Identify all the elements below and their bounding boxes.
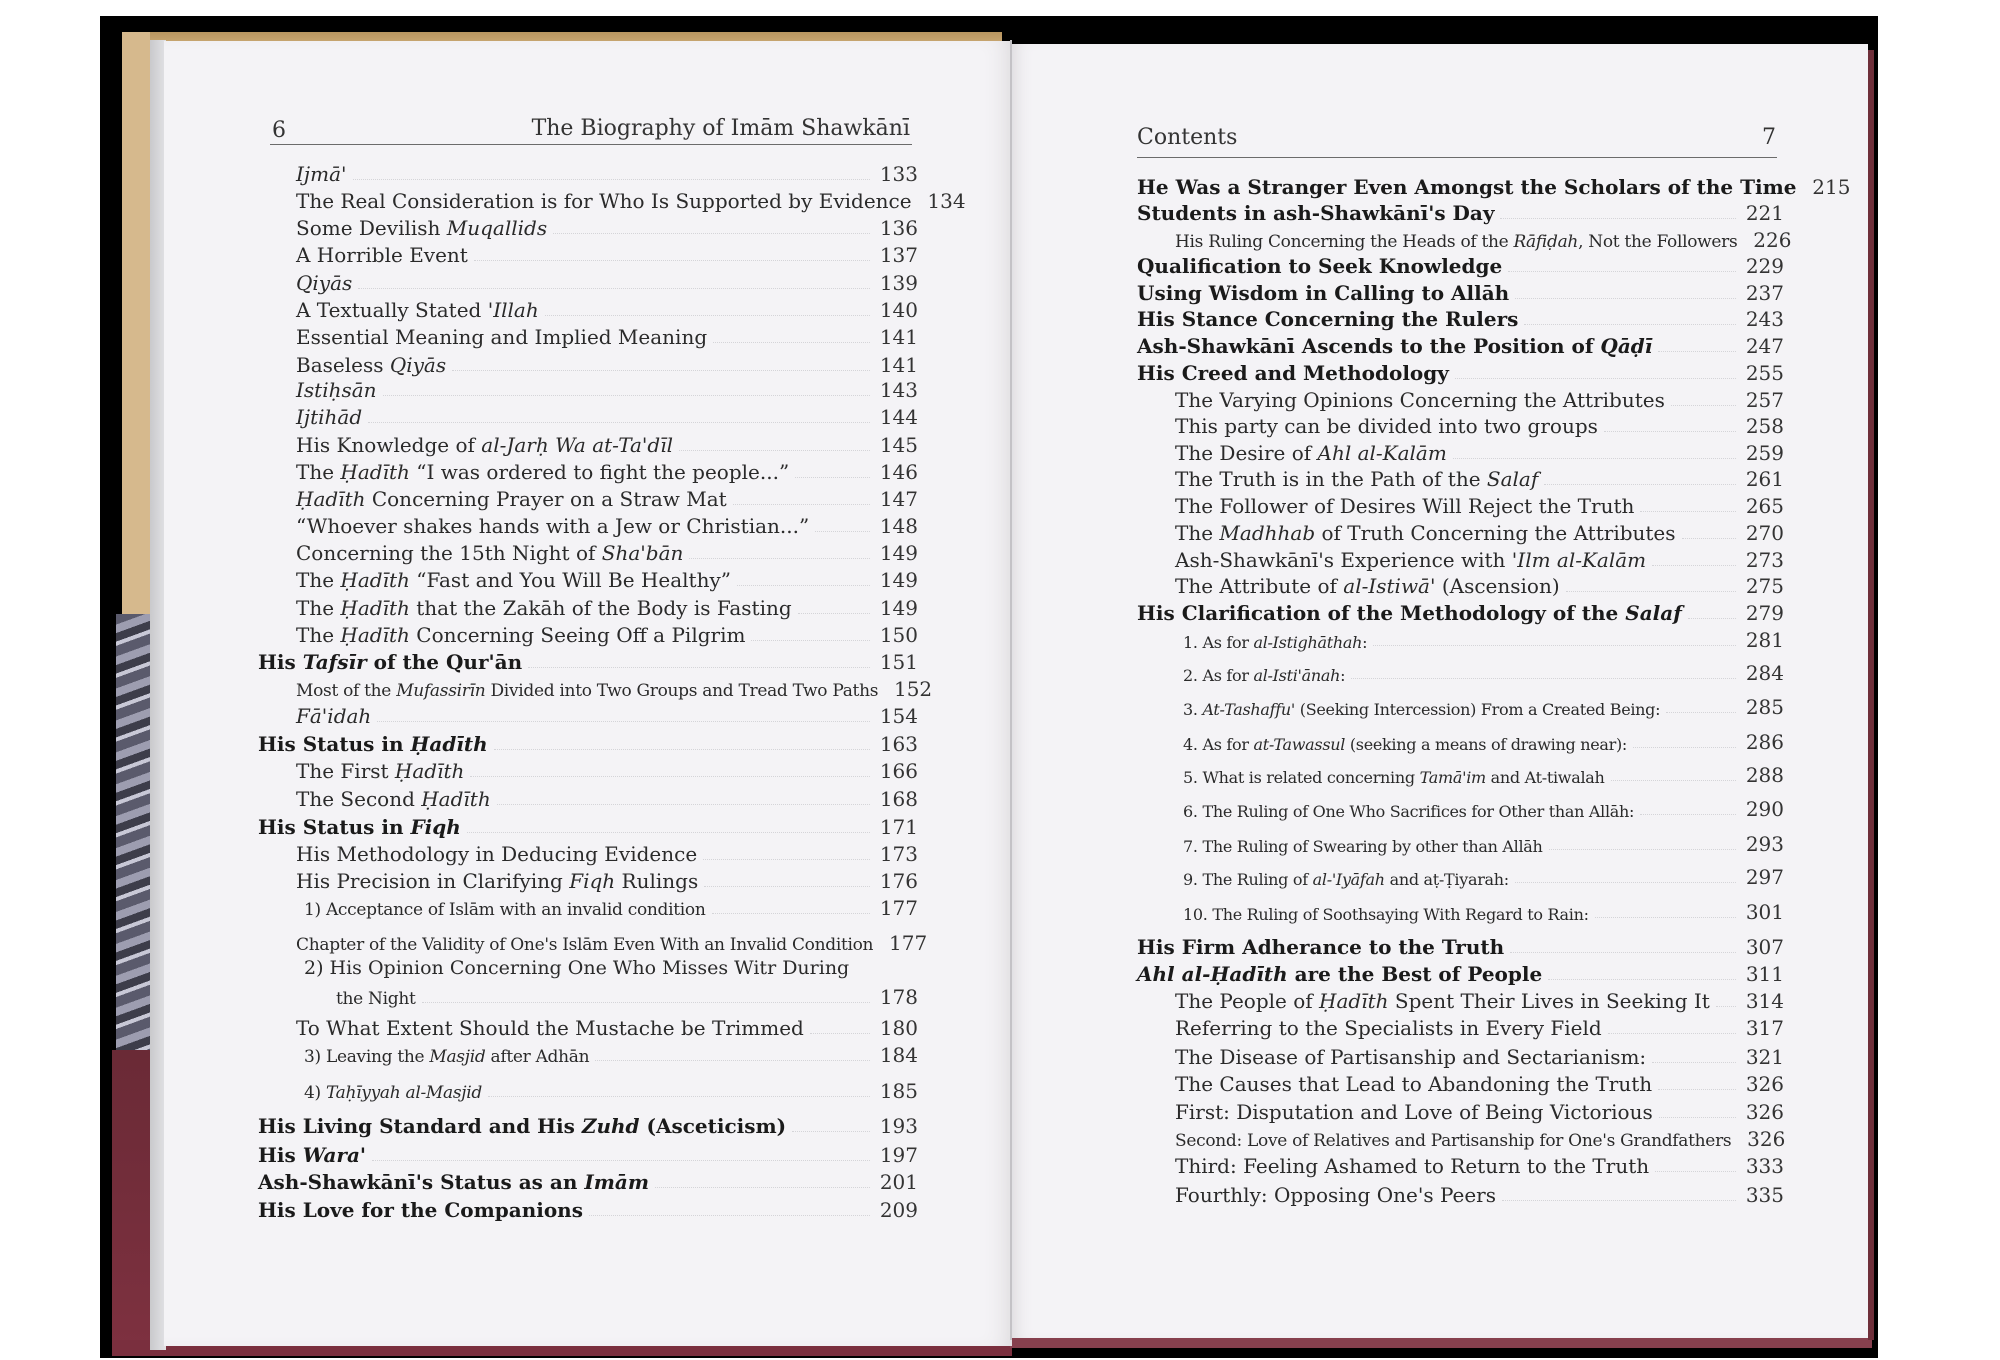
toc-page-number: 133: [879, 162, 918, 186]
dot-leader: [712, 913, 870, 914]
toc-entry: [1137, 960, 1784, 986]
dot-leader: [792, 1131, 870, 1132]
toc-entry: [296, 702, 918, 728]
toc-entry-title: His Status in Ḥadīth: [258, 732, 488, 756]
toc-entry-title: Ḥadīth Concerning Prayer on a Straw Mat: [296, 487, 727, 511]
dot-leader: [467, 832, 870, 833]
toc-entry-title: A Textually Stated 'Illah: [296, 298, 539, 322]
toc-entry-title: First: Disputation and Love of Being Victorious: [1175, 1100, 1653, 1124]
dot-leader: [751, 640, 870, 641]
toc-page-number: 270: [1745, 521, 1784, 545]
toc-page-number: 178: [879, 985, 918, 1009]
dot-leader: [545, 315, 870, 316]
toc-page-number: 152: [893, 677, 933, 701]
dot-leader: [488, 1096, 870, 1097]
toc-entry-title: 2. As for al-Isti'ānah:: [1183, 666, 1346, 685]
toc-entry-title: His Tafsīr of the Qur'ān: [258, 650, 523, 674]
toc-page-number: 314: [1745, 989, 1784, 1013]
toc-page-number: 215: [1812, 175, 1851, 199]
toc-entry-title: The First Ḥadīth: [296, 759, 465, 783]
toc-page-number: 136: [879, 216, 918, 240]
dot-leader: [1373, 645, 1736, 646]
dot-leader: [1515, 882, 1736, 883]
toc-entry: [1183, 761, 1784, 787]
dot-leader: [452, 370, 870, 371]
toc-entry-title: The Follower of Desires Will Reject the Truth: [1175, 494, 1635, 518]
toc-entry-title: His Living Standard and His Zuhd (Asceticism): [258, 1114, 787, 1138]
toc-entry-title: Ahl al-Ḥadīth are the Best of People: [1137, 962, 1543, 986]
toc-entry-title: To What Extent Should the Mustache be Trimmed: [296, 1016, 804, 1040]
toc-page-number: 177: [879, 896, 918, 920]
toc-entry: [1183, 830, 1784, 856]
toc-entry-title: His Firm Adherance to the Truth: [1137, 935, 1505, 959]
dot-leader: [1659, 1117, 1736, 1118]
toc-entry-title: His Love for the Companions: [258, 1198, 583, 1222]
dot-leader: [733, 504, 870, 505]
toc-page-number: 237: [1745, 281, 1784, 305]
toc-page-number: 284: [1745, 661, 1784, 685]
toc-entry-title: “Whoever shakes hands with a Jew or Christian...”: [296, 514, 810, 538]
toc-page-number: 243: [1745, 307, 1784, 331]
toc-entry-title: He Was a Stranger Even Amongst the Scholars of the Time: [1137, 175, 1797, 199]
dot-leader: [655, 1187, 870, 1188]
dot-leader: [1515, 298, 1736, 299]
toc-entry-title: His Methodology in Deducing Evidence: [296, 842, 698, 866]
toc-page-number: 335: [1745, 1183, 1784, 1207]
dot-leader: [383, 395, 870, 396]
right-running-title: Contents: [1137, 125, 1238, 150]
dot-leader: [1655, 1171, 1736, 1172]
toc-entry: [1175, 1014, 1784, 1040]
toc-page-number: 281: [1745, 628, 1784, 652]
dot-leader: [358, 288, 870, 289]
toc-entry-title: The People of Ḥadīth Spent Their Lives in Seeking It: [1175, 989, 1710, 1013]
toc-entry-title: His Wara': [258, 1143, 367, 1167]
toc-entry: [1175, 1152, 1784, 1178]
toc-entry: [1175, 492, 1784, 518]
dot-leader: [1666, 712, 1736, 713]
toc-entry: [258, 730, 918, 756]
right-header-rule: [1137, 157, 1777, 158]
toc-entry-title: His Clarification of the Methodology of the Salaf: [1137, 601, 1682, 625]
dot-leader: [704, 886, 870, 887]
dot-leader: [494, 749, 870, 750]
toc-entry-title: Concerning the 15th Night of Sha'bān: [296, 541, 684, 565]
dot-leader: [703, 859, 870, 860]
toc-entry-title: The Ḥadīth that the Zakāh of the Body is Fasting: [296, 596, 792, 620]
toc-entry-title: 1. As for al-Istighāthah:: [1183, 633, 1368, 652]
toc-page-number: 144: [879, 405, 918, 429]
book-cover-photo-strip: [116, 614, 150, 1054]
toc-entry-title: The Second Ḥadīth: [296, 787, 491, 811]
toc-page-number: 168: [879, 787, 918, 811]
toc-page-number: 288: [1745, 763, 1784, 787]
toc-entry: [258, 648, 918, 674]
toc-page-number: 176: [879, 869, 918, 893]
toc-entry-title: His Status in Fiqh: [258, 815, 461, 839]
toc-entry-title: the Night: [336, 989, 416, 1009]
toc-entry: [296, 296, 918, 322]
toc-entry-title: The Varying Opinions Concerning the Attributes: [1175, 388, 1665, 412]
toc-entry: [296, 187, 966, 213]
toc-entry-title: The Truth is in the Path of the Salaf: [1175, 467, 1539, 491]
dot-leader: [1652, 565, 1736, 566]
toc-entry: [1183, 693, 1784, 719]
toc-entry-title: Fā'idah: [296, 704, 372, 728]
toc-page-number: 141: [879, 325, 918, 349]
toc-entry: [296, 1014, 918, 1040]
toc-entry-title: Second: Love of Relatives and Partisanship for One's Grandfathers: [1175, 1131, 1732, 1151]
toc-page-number: 180: [879, 1016, 918, 1040]
toc-page-number: 259: [1745, 441, 1784, 465]
toc-page-number: 209: [879, 1198, 918, 1222]
dot-leader: [1524, 324, 1736, 325]
toc-page-number: 307: [1745, 935, 1784, 959]
toc-page-number: 146: [879, 460, 918, 484]
toc-entry-title: 6. The Ruling of One Who Sacrifices for Other than Allāh:: [1183, 802, 1635, 821]
dot-leader: [528, 667, 870, 668]
toc-page-number: 301: [1745, 900, 1784, 924]
toc-page-number: 229: [1745, 254, 1784, 278]
toc-entry-title: His Stance Concerning the Rulers: [1137, 307, 1519, 331]
toc-entry: [296, 458, 918, 484]
dot-leader: [1608, 1033, 1736, 1034]
toc-entry: [258, 1196, 918, 1222]
dot-leader: [1658, 1089, 1736, 1090]
toc-page-number: 290: [1745, 797, 1784, 821]
toc-entry-title: This party can be divided into two groups: [1175, 414, 1598, 438]
toc-entry: [296, 351, 918, 377]
toc-entry: [296, 539, 918, 565]
toc-entry: [296, 323, 918, 349]
dot-leader: [1455, 378, 1736, 379]
toc-entry-title: Ash-Shawkānī's Experience with 'Ilm al-Kalām: [1175, 548, 1647, 572]
toc-entry: [296, 566, 918, 592]
toc-entry: [296, 621, 918, 647]
toc-entry: [1175, 572, 1784, 598]
toc-page-number: 177: [889, 931, 928, 955]
toc-page-number: 166: [879, 759, 918, 783]
toc-page-number: 317: [1745, 1016, 1784, 1040]
dot-leader: [689, 558, 870, 559]
toc-entry: [258, 1112, 918, 1138]
toc-page-number: 140: [879, 298, 918, 322]
toc-page-number: 184: [879, 1043, 918, 1067]
right-page-number: 7: [1762, 125, 1776, 150]
dot-leader: [377, 721, 870, 722]
toc-entry-title: Students in ash-Shawkānī's Day: [1137, 201, 1495, 225]
toc-page-number: 255: [1745, 361, 1784, 385]
toc-entry: [296, 160, 918, 186]
left-page-number: 6: [272, 118, 286, 143]
dot-leader: [1502, 1200, 1736, 1201]
toc-entry-title: The Ḥadīth “Fast and You Will Be Healthy”: [296, 568, 731, 592]
toc-entry: [1175, 1125, 1784, 1151]
dot-leader: [553, 233, 870, 234]
toc-page-number: 185: [879, 1079, 918, 1103]
toc-entry: [1137, 332, 1784, 358]
toc-entry: [1137, 359, 1784, 385]
toc-entry: [304, 1041, 918, 1067]
toc-entry: [1175, 519, 1784, 545]
toc-entry-title: The Desire of Ahl al-Kalām: [1175, 441, 1447, 465]
toc-entry: [296, 512, 918, 538]
toc-entry-title: His Knowledge of al-Jarḥ Wa at-Ta'dīl: [296, 433, 674, 457]
dot-leader: [470, 776, 870, 777]
left-header-rule: [270, 144, 912, 145]
toc-entry-title: Qualification to Seek Knowledge: [1137, 254, 1503, 278]
toc-entry-title: His Ruling Concerning the Heads of the Rāfiḍah, Not the Followers: [1175, 232, 1738, 252]
toc-entry-title: Most of the Mufassirīn Divided into Two Groups and Tread Two Paths: [296, 681, 879, 701]
toc-entry-title: The Real Consideration is for Who Is Supported by Evidence: [296, 189, 912, 213]
dot-leader: [497, 804, 870, 805]
toc-page-number: 273: [1745, 548, 1784, 572]
dot-leader: [1500, 218, 1736, 219]
toc-entry-title: The Madhhab of Truth Concerning the Attributes: [1175, 521, 1676, 545]
dot-leader: [679, 450, 870, 451]
toc-entry-title: Qiyās: [296, 271, 353, 295]
toc-page-number: 285: [1745, 695, 1784, 719]
toc-entry: [1137, 199, 1784, 225]
toc-page-number: 150: [879, 623, 918, 647]
toc-page-number: 326: [1745, 1072, 1784, 1096]
toc-entry: [296, 594, 918, 620]
toc-entry: [1175, 386, 1784, 412]
toc-page-number: 275: [1745, 574, 1784, 598]
toc-page-number: 257: [1745, 388, 1784, 412]
toc-entry-title: The Causes that Lead to Abandoning the Truth: [1175, 1072, 1653, 1096]
toc-entry-title: Ash-Shawkānī's Status as an Imām: [258, 1170, 650, 1194]
toc-page-number: 261: [1745, 467, 1784, 491]
toc-page-number: 326: [1745, 1100, 1784, 1124]
toc-entry: [1175, 1070, 1784, 1096]
toc-page-number: 154: [879, 704, 918, 728]
toc-entry: [1137, 933, 1784, 959]
toc-entry: [296, 757, 918, 783]
toc-entry-title: His Precision in Clarifying Fiqh Rulings: [296, 869, 699, 893]
toc-entry: [1137, 252, 1784, 278]
toc-entry: [1175, 439, 1784, 465]
toc-entry-title: Ijtihād: [296, 405, 363, 429]
toc-entry-title: Istiḥsān: [296, 378, 377, 402]
dot-leader: [1671, 405, 1736, 406]
dot-leader: [810, 1033, 870, 1034]
toc-entry-title: 3. At-Tashaffu' (Seeking Intercession) From a Created Being:: [1183, 700, 1661, 719]
dot-leader: [1453, 458, 1736, 459]
dot-leader: [1652, 1062, 1736, 1063]
dot-leader: [1688, 618, 1736, 619]
toc-page-number: 279: [1745, 601, 1784, 625]
dot-leader: [798, 613, 870, 614]
toc-entry-title: 9. The Ruling of al-'Iyāfah and aṭ-Ṭiyarah:: [1183, 870, 1509, 889]
toc-entry-title: 3) Leaving the Masjid after Adhān: [304, 1047, 590, 1067]
toc-entry: [296, 840, 918, 866]
toc-page-number: 201: [879, 1170, 918, 1194]
toc-page-number: 173: [879, 842, 918, 866]
toc-entry: [296, 403, 918, 429]
dot-leader: [1548, 979, 1736, 980]
toc-entry-title: Essential Meaning and Implied Meaning: [296, 325, 708, 349]
toc-page-number: 321: [1745, 1045, 1784, 1069]
toc-page-number: 297: [1745, 865, 1784, 889]
toc-entry: [1175, 1181, 1784, 1207]
dot-leader: [1682, 538, 1736, 539]
dot-leader: [372, 1160, 870, 1161]
toc-page-number: 163: [879, 732, 918, 756]
toc-entry-title: Ijmā': [296, 162, 347, 186]
toc-entry: [1137, 173, 1851, 199]
toc-page-number: 326: [1747, 1127, 1786, 1151]
toc-entry: [1183, 898, 1784, 924]
toc-page-number: 171: [879, 815, 918, 839]
toc-page-number: 258: [1745, 414, 1784, 438]
dot-leader: [1611, 780, 1736, 781]
dot-leader: [474, 260, 870, 261]
toc-entry-title: Using Wisdom in Calling to Allāh: [1137, 281, 1510, 305]
toc-page-number: 139: [879, 271, 918, 295]
toc-page-number: 149: [879, 541, 918, 565]
dot-leader: [353, 179, 871, 180]
toc-page-number: 134: [927, 189, 966, 213]
toc-entry-title: The Attribute of al-Istiwā' (Ascension): [1175, 574, 1560, 598]
toc-entry: [296, 485, 918, 511]
toc-entry: [1137, 279, 1784, 305]
toc-entry: [1175, 412, 1784, 438]
toc-entry-title: The Disease of Partisanship and Sectarianism:: [1175, 1045, 1647, 1069]
toc-entry-title: 4. As for at-Tawassul (seeking a means of drawing near):: [1183, 735, 1628, 754]
toc-entry: [1175, 1043, 1784, 1069]
dot-leader: [1549, 849, 1736, 850]
dot-leader: [795, 477, 870, 478]
toc-entry: [1175, 546, 1784, 572]
toc-entry: [304, 1077, 918, 1103]
dot-leader: [1566, 591, 1736, 592]
dot-leader: [737, 585, 870, 586]
book-cover-bottom-right: [1010, 1338, 1872, 1348]
toc-entry: [296, 785, 918, 811]
toc-page-number: 193: [879, 1114, 918, 1138]
toc-entry-title: Some Devilish Muqallids: [296, 216, 548, 240]
toc-entry-title: Ash-Shawkānī Ascends to the Position of Qāḍī: [1137, 334, 1653, 358]
book-gutter: [1010, 40, 1012, 1340]
toc-entry-title: 4) Taḥīyyah al-Masjid: [304, 1083, 482, 1103]
toc-entry-title: Fourthly: Opposing One's Peers: [1175, 1183, 1497, 1207]
toc-entry-title: 7. The Ruling of Swearing by other than Allāh: [1183, 837, 1543, 856]
toc-page-number: 265: [1745, 494, 1784, 518]
book-cover-right-edge: [1868, 50, 1874, 1340]
toc-entry-title: Baseless Qiyās: [296, 353, 447, 377]
toc-page-number: 247: [1745, 334, 1784, 358]
dot-leader: [368, 422, 870, 423]
toc-page-number: 147: [879, 487, 918, 511]
toc-page-number: 137: [879, 243, 918, 267]
toc-entry-title: The Ḥadīth Concerning Seeing Off a Pilgrim: [296, 623, 746, 647]
toc-entry: [1183, 626, 1784, 652]
toc-page-number: 286: [1745, 730, 1784, 754]
toc-entry: [296, 675, 933, 701]
toc-page-number: 293: [1745, 832, 1784, 856]
toc-entry: [1175, 1098, 1784, 1124]
book-cover-red-edge: [112, 1050, 152, 1355]
book-cover-left-edge: [122, 32, 150, 622]
dot-leader: [1633, 747, 1736, 748]
toc-page-number: 311: [1745, 962, 1784, 986]
dot-leader: [1508, 271, 1736, 272]
toc-entry-title: The Ḥadīth “I was ordered to fight the people...”: [296, 460, 790, 484]
dot-leader: [1604, 431, 1736, 432]
toc-page-number: 333: [1745, 1154, 1784, 1178]
toc-entry-title: Third: Feeling Ashamed to Return to the Truth: [1175, 1154, 1650, 1178]
dot-leader: [1351, 678, 1736, 679]
toc-entry: [1175, 987, 1784, 1013]
toc-entry: [296, 929, 928, 955]
dot-leader: [422, 1002, 870, 1003]
toc-entry: [296, 376, 918, 402]
toc-entry: [258, 813, 918, 839]
dot-leader: [1544, 484, 1736, 485]
toc-entry: [1183, 659, 1784, 685]
toc-entry: [296, 269, 918, 295]
toc-entry: [1137, 305, 1784, 331]
toc-page-number: 226: [1753, 228, 1792, 252]
toc-entry-title: 5. What is related concerning Tamā'im and At-tiwalah: [1183, 768, 1605, 787]
dot-leader: [1510, 952, 1736, 953]
toc-page-number: 145: [879, 433, 918, 457]
toc-entry: [1175, 465, 1784, 491]
toc-entry: [1175, 226, 1792, 252]
toc-entry-title: Chapter of the Validity of One's Islām Even With an Invalid Condition: [296, 935, 874, 955]
toc-entry: [296, 431, 918, 457]
dot-leader: [713, 342, 870, 343]
toc-entry-title: His Creed and Methodology: [1137, 361, 1449, 385]
toc-entry-title: 10. The Ruling of Soothsaying With Regard to Rain:: [1183, 905, 1589, 924]
dot-leader: [1716, 1006, 1736, 1007]
dot-leader: [1640, 511, 1736, 512]
toc-entry-title: 1) Acceptance of Islām with an invalid condition: [304, 900, 706, 920]
toc-entry: [296, 867, 918, 893]
toc-entry: [258, 1168, 918, 1194]
toc-entry: [304, 894, 918, 920]
toc-page-number: 149: [879, 568, 918, 592]
toc-entry: [296, 214, 918, 240]
toc-page-number: 149: [879, 596, 918, 620]
toc-entry-title: A Horrible Event: [296, 243, 468, 267]
dot-leader: [595, 1060, 870, 1061]
toc-page-number: 148: [879, 514, 918, 538]
toc-entry: [1137, 599, 1784, 625]
toc-entry: [1183, 795, 1784, 821]
toc-page-number: 221: [1745, 201, 1784, 225]
dot-leader: [1595, 917, 1736, 918]
dot-leader: [815, 531, 870, 532]
toc-page-number: 143: [879, 378, 918, 402]
dot-leader: [1658, 351, 1736, 352]
left-running-title: The Biography of Imām Shawkānī: [531, 116, 910, 141]
toc-entry-wrapped-line: 2) His Opinion Concerning One Who Misses Witr During: [304, 957, 850, 979]
toc-entry: [296, 241, 918, 267]
toc-page-number: 151: [879, 650, 918, 674]
toc-entry: [258, 1141, 918, 1167]
toc-page-number: 141: [879, 353, 918, 377]
toc-entry: [336, 983, 918, 1009]
toc-entry-title: Referring to the Specialists in Every Field: [1175, 1016, 1602, 1040]
dot-leader: [1640, 814, 1736, 815]
toc-page-number: 197: [879, 1143, 918, 1167]
dot-leader: [589, 1215, 870, 1216]
toc-entry: [1183, 728, 1784, 754]
toc-entry: [1183, 863, 1784, 889]
